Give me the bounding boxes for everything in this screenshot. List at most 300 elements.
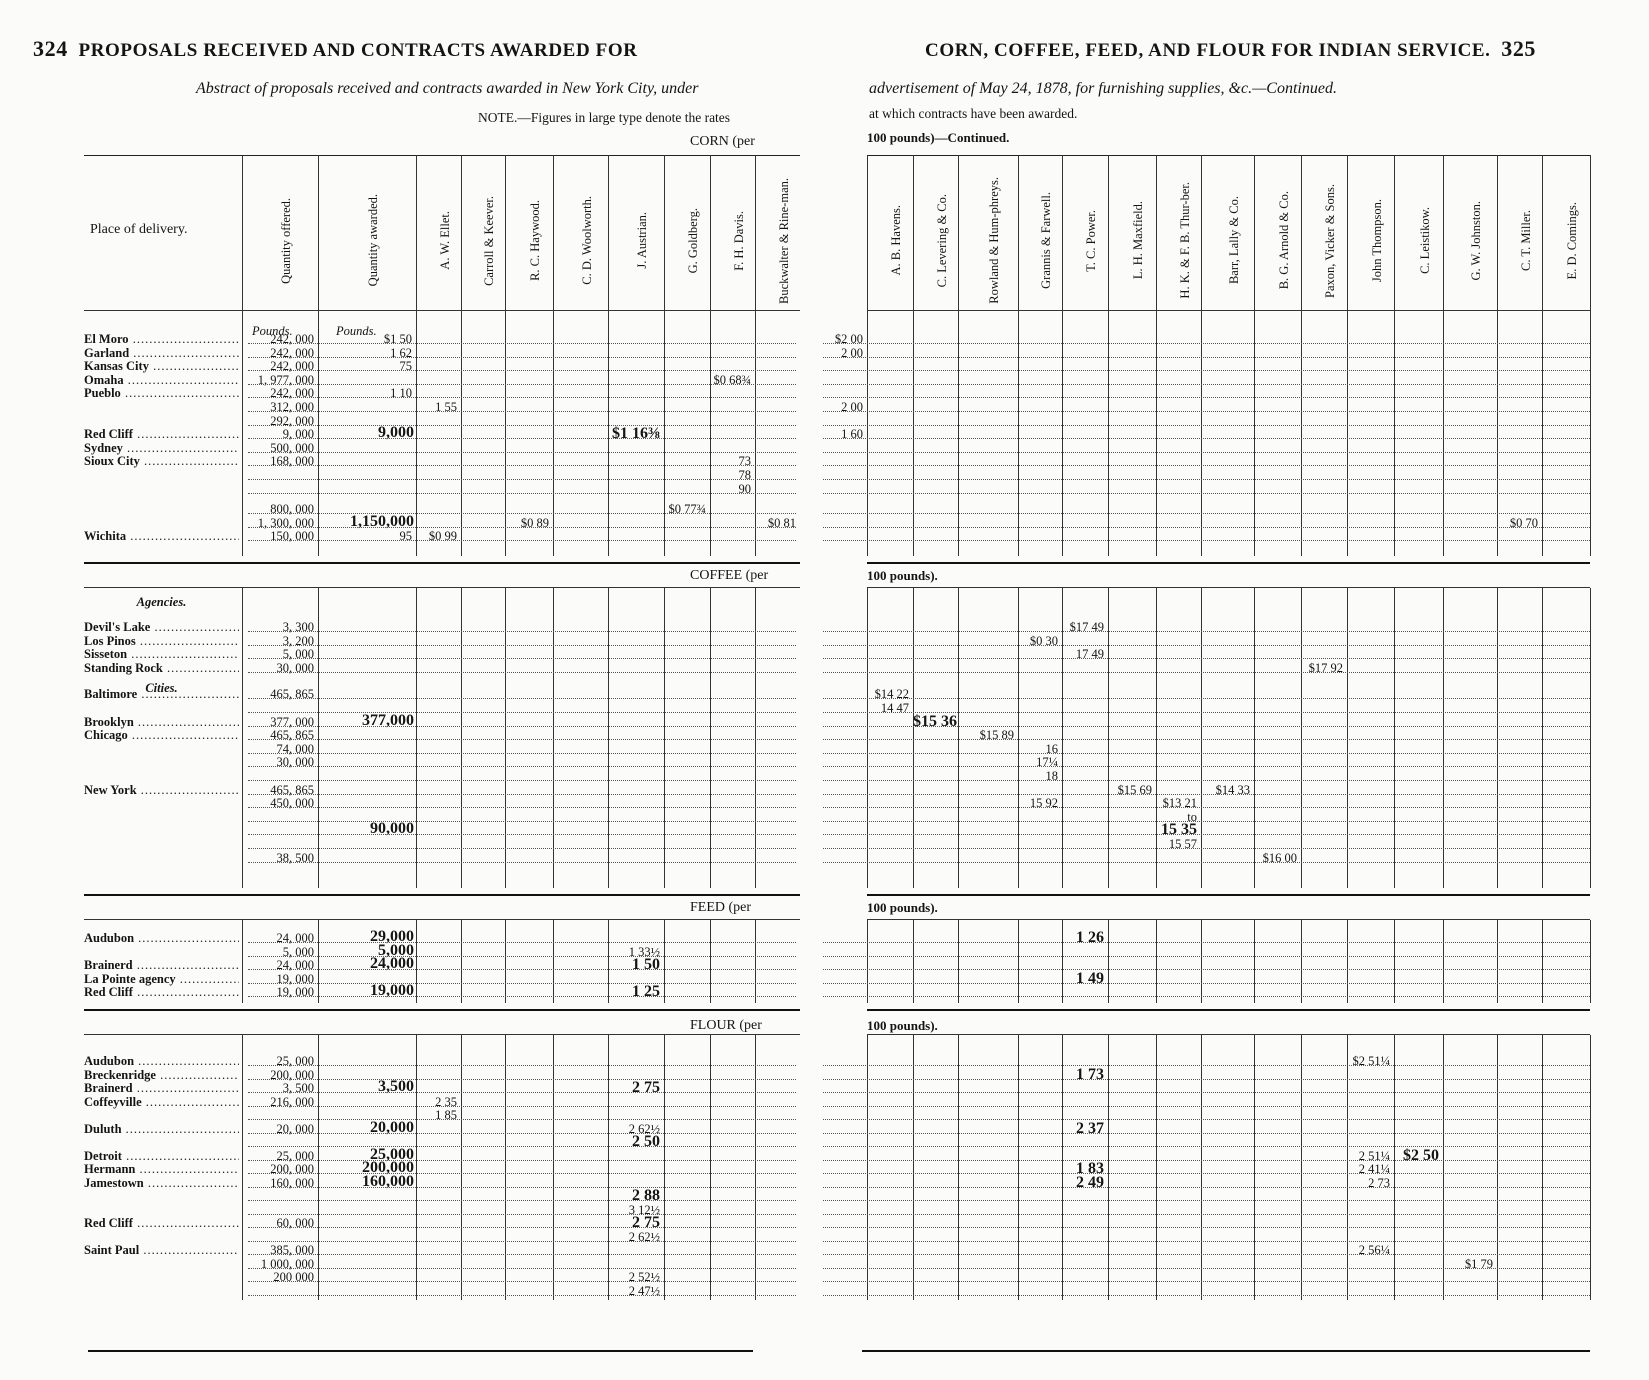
bid-cell: 2 75 xyxy=(632,1214,660,1231)
quantity-awarded: 160,000 xyxy=(362,1172,414,1190)
right-row-leader xyxy=(823,1173,1590,1174)
right-column-rule xyxy=(958,155,959,556)
left-column-header-text: R. C. Haywood. xyxy=(528,200,542,281)
bid-cell: $0 89 xyxy=(520,515,549,530)
place-name: Jamestown ..... xyxy=(84,1176,239,1190)
right-column-header-text: C. Levering & Co. xyxy=(934,193,949,288)
right-column-header-text: Barr, Lally & Co. xyxy=(1226,196,1241,285)
right-row-leader xyxy=(823,1079,1590,1080)
bid-cell: 2 37 xyxy=(1076,1119,1104,1137)
quantity-offered: 160, 000 xyxy=(270,1175,314,1190)
right-column-rule xyxy=(913,920,914,1003)
bid-cell: 1 25 xyxy=(632,983,660,1001)
bid-cell: 15 35 xyxy=(1161,821,1197,839)
right-column-rule xyxy=(958,1035,959,1300)
left-row-leader xyxy=(248,1281,796,1282)
left-column-rule xyxy=(664,588,665,888)
left-row-leader xyxy=(248,807,796,808)
right-column-header xyxy=(976,178,1000,303)
left-row-leader xyxy=(248,1268,796,1269)
left-running-head-text: PROPOSALS RECEIVED AND CONTRACTS AWARDED FOR xyxy=(78,40,638,61)
bid-cell: $1 50 xyxy=(383,332,412,346)
right-column-rule xyxy=(1018,1035,1019,1300)
place-name: New York ..... xyxy=(84,783,239,797)
right-row-leader xyxy=(823,942,1590,943)
place-name: Sioux City ..... xyxy=(84,454,239,468)
left-row-leader xyxy=(248,766,796,767)
quantity-offered: 292, 000 xyxy=(270,413,314,428)
bid-cell: 16 xyxy=(1045,741,1058,756)
right-column-rule xyxy=(1301,920,1302,1003)
quantity-offered: 9, 000 xyxy=(282,427,314,442)
right-column-rule xyxy=(1394,920,1395,1003)
quantity-offered: 242, 000 xyxy=(270,359,314,374)
left-column-header-text: A. W. Ellet. xyxy=(437,211,452,270)
left-column-header xyxy=(355,178,379,303)
left-column-header xyxy=(517,178,541,303)
quantity-offered: 168, 000 xyxy=(270,454,314,469)
right-column-header xyxy=(1028,178,1052,303)
quantity-offered: 377, 000 xyxy=(270,714,314,729)
right-column-rule xyxy=(1590,1035,1591,1300)
quantity-offered: 25, 000 xyxy=(276,1054,314,1068)
cities-label: Cities. xyxy=(145,681,178,695)
right-section-rule xyxy=(867,1009,1590,1011)
quantity-awarded: 9,000 xyxy=(378,424,414,442)
right-header-top-rule xyxy=(867,155,1590,156)
quantity-offered: 200 000 xyxy=(273,1270,314,1284)
bid-cell: 2 56¼ xyxy=(1358,1243,1390,1257)
right-row-leader xyxy=(823,983,1590,984)
right-subtitle: advertisement of May 24, 1878, for furnishing supplies, &c.—Continued. xyxy=(869,80,1337,97)
right-row-leader xyxy=(823,452,1590,453)
place-name: Red Cliff ..... xyxy=(84,985,239,999)
quantity-offered: 24, 000 xyxy=(276,958,314,973)
bid-cell: $2 51¼ xyxy=(1352,1054,1390,1068)
right-column-rule xyxy=(1443,588,1444,888)
right-row-leader xyxy=(823,370,1590,371)
left-unit-label: FLOUR (per xyxy=(690,1018,762,1033)
right-header-bottom-rule xyxy=(867,310,1590,311)
left-row-leader xyxy=(248,834,796,835)
left-section-rule xyxy=(84,1009,800,1011)
bid-cell: 18 xyxy=(1045,769,1058,783)
right-column-rule xyxy=(1301,588,1302,888)
right-unit-label: 100 pounds). xyxy=(867,568,938,583)
left-header-top-rule xyxy=(84,155,800,156)
left-column-header xyxy=(624,178,648,303)
left-row-leader xyxy=(248,1214,796,1215)
bid-cell: $2 50 xyxy=(1403,1146,1439,1164)
right-note: at which contracts have been awarded. xyxy=(869,106,1078,121)
right-row-leader xyxy=(823,493,1590,494)
left-column-rule xyxy=(461,1035,462,1300)
left-column-rule xyxy=(505,1035,506,1300)
bid-cell: 17 49 xyxy=(1075,647,1104,662)
left-column-rule xyxy=(755,920,756,1003)
quantity-awarded: 377,000 xyxy=(362,711,414,729)
quantity-offered: 1, 300, 000 xyxy=(257,515,314,530)
bid-cell: 90 xyxy=(738,481,751,496)
quantity-offered: 385, 000 xyxy=(270,1243,314,1257)
left-column-header-text: C. D. Woolworth. xyxy=(579,196,594,285)
right-column-header-text: Rowland & Hum-phreys. xyxy=(987,177,1001,304)
left-column-rule xyxy=(553,1035,554,1300)
bid-cell: 2 52½ xyxy=(628,1270,660,1284)
left-row-leader xyxy=(248,1254,796,1255)
bid-cell: 15 57 xyxy=(1168,837,1197,851)
right-row-leader xyxy=(823,1187,1590,1188)
right-column-header xyxy=(1266,178,1290,303)
place-name: Audubon ..... xyxy=(84,1054,239,1068)
left-row-leader xyxy=(248,1200,796,1201)
right-column-rule xyxy=(1018,155,1019,556)
quantity-awarded: 29,000 xyxy=(370,928,414,945)
left-column-header-text: J. Austrian. xyxy=(635,212,649,269)
right-bottom-rule xyxy=(862,1350,1590,1352)
left-row-leader xyxy=(248,1065,796,1066)
right-row-leader xyxy=(823,1227,1590,1228)
right-column-rule xyxy=(958,920,959,1003)
bid-cell: 2 88 xyxy=(632,1187,660,1204)
right-column-rule xyxy=(1254,920,1255,1003)
left-column-header-text: Carroll & Keever. xyxy=(482,195,496,286)
left-column-rule xyxy=(664,155,665,556)
place-name: Kansas City ..... xyxy=(84,359,239,373)
left-column-header xyxy=(675,178,699,303)
right-column-rule xyxy=(1347,588,1348,888)
right-column-rule xyxy=(1108,920,1109,1003)
right-row-leader xyxy=(823,996,1590,997)
bid-cell: 2 75 xyxy=(632,1079,660,1096)
right-column-rule xyxy=(1497,920,1498,1003)
left-section-rule xyxy=(84,894,800,896)
right-row-leader xyxy=(823,753,1590,754)
left-column-rule xyxy=(505,155,506,556)
right-column-header xyxy=(1458,178,1482,303)
quantity-awarded: 1,150,000 xyxy=(350,512,414,530)
left-column-rule xyxy=(710,155,711,556)
bid-cell: 2 35 xyxy=(435,1094,457,1109)
bid-cell: $0 99 xyxy=(428,529,457,544)
quantity-offered: 19, 000 xyxy=(276,985,314,1000)
left-column-header-text: Buckwalter & Rine-man. xyxy=(776,177,791,304)
left-header-bottom-rule xyxy=(84,310,800,311)
quantity-offered: 38, 500 xyxy=(276,850,314,865)
place-name: Breckenridge ..... xyxy=(84,1068,239,1082)
left-row-leader xyxy=(248,780,796,781)
right-column-header-text: L. H. Maxfield. xyxy=(1131,201,1145,280)
place-name: Coffeyville ..... xyxy=(84,1095,239,1109)
quantity-awarded: 24,000 xyxy=(370,955,414,973)
bid-cell: $2 00 xyxy=(834,332,863,346)
right-column-header-text: G. W. Johnston. xyxy=(1469,200,1483,281)
left-row-leader xyxy=(248,969,796,970)
left-column-rule xyxy=(755,588,756,888)
bid-cell: $17 49 xyxy=(1069,620,1104,634)
right-column-header xyxy=(1167,178,1191,303)
right-column-header xyxy=(1407,178,1431,303)
left-row-leader xyxy=(248,1133,796,1134)
quantity-offered: 3, 200 xyxy=(282,633,314,648)
bid-cell: 2 51¼ xyxy=(1358,1148,1390,1163)
right-column-header-text: E. D. Comings. xyxy=(1565,201,1579,280)
left-column-header xyxy=(766,178,790,303)
right-row-leader xyxy=(823,411,1590,412)
left-row-leader xyxy=(248,1295,796,1296)
quantity-offered: 242, 000 xyxy=(270,386,314,401)
right-column-rule xyxy=(1254,588,1255,888)
left-page-number: 324 xyxy=(33,36,68,61)
right-row-leader xyxy=(823,1092,1590,1093)
right-column-header xyxy=(1120,178,1144,303)
place-name: Brainerd ..... xyxy=(84,958,239,972)
right-column-rule xyxy=(1108,588,1109,888)
quantity-offered: 200, 000 xyxy=(270,1162,314,1176)
right-column-rule xyxy=(867,920,868,1003)
quantity-offered: 3, 300 xyxy=(282,620,314,634)
right-column-header xyxy=(1508,178,1532,303)
left-section-rule xyxy=(84,562,800,564)
quantity-offered: 500, 000 xyxy=(270,440,314,455)
right-row-leader xyxy=(823,780,1590,781)
right-row-leader xyxy=(823,1106,1590,1107)
right-column-header-text: C. Leistikow. xyxy=(1417,207,1432,274)
right-column-header-text: T. C. Power. xyxy=(1084,209,1098,272)
right-row-leader xyxy=(823,1146,1590,1147)
right-column-rule xyxy=(1156,1035,1157,1300)
bid-cell: 1 83 xyxy=(1076,1160,1104,1177)
bid-cell: 2 62½ xyxy=(628,1121,660,1136)
place-name: Hermann ..... xyxy=(84,1162,239,1176)
right-column-rule xyxy=(1301,155,1302,556)
left-row-leader xyxy=(248,1187,796,1188)
quantity-offered: 5, 000 xyxy=(282,944,314,959)
quantity-offered: 465, 865 xyxy=(270,782,314,797)
bid-cell: 1 55 xyxy=(435,400,457,414)
left-unit-label: FEED (per xyxy=(690,900,752,915)
quantity-offered: 30, 000 xyxy=(276,660,314,675)
left-row-leader xyxy=(248,739,796,740)
right-column-rule xyxy=(1156,155,1157,556)
left-row-leader xyxy=(248,753,796,754)
left-row-leader xyxy=(248,848,796,849)
bid-cell: 1 62 xyxy=(390,345,412,360)
quantity-offered: 1 000, 000 xyxy=(260,1256,314,1271)
right-column-rule xyxy=(913,1035,914,1300)
left-column-rule xyxy=(755,155,756,556)
right-row-leader xyxy=(823,807,1590,808)
right-column-rule xyxy=(867,588,868,888)
right-column-rule xyxy=(1201,588,1202,888)
right-row-leader xyxy=(823,540,1590,541)
left-row-leader xyxy=(248,726,796,727)
bid-cell: $0 68¾ xyxy=(713,372,751,387)
bid-cell: $1 16⅜ xyxy=(612,425,660,443)
right-column-rule xyxy=(1394,588,1395,888)
right-column-rule xyxy=(1347,155,1348,556)
right-column-header-text: B. G. Arnold & Co. xyxy=(1276,191,1291,290)
right-column-rule xyxy=(1201,155,1202,556)
left-unit-label: COFFEE (per xyxy=(690,568,769,583)
right-page-number: 325 xyxy=(1501,36,1537,61)
left-row-leader xyxy=(248,672,796,673)
left-note: NOTE.—Figures in large type denote the rates xyxy=(478,110,731,125)
right-column-header xyxy=(878,178,902,303)
bid-cell: 1 33½ xyxy=(628,944,660,959)
right-column-rule xyxy=(1542,155,1543,556)
bid-cell: $0 81 xyxy=(767,515,796,530)
agencies-label: Agencies. xyxy=(136,595,187,609)
quantity-awarded: 3,500 xyxy=(378,1078,414,1095)
right-row-leader xyxy=(823,1241,1590,1242)
place-name: Chicago ..... xyxy=(84,728,239,742)
left-column-header-text: F. H. Davis. xyxy=(731,210,746,271)
right-column-rule xyxy=(1301,1035,1302,1300)
right-column-rule xyxy=(1542,588,1543,888)
left-column-rule xyxy=(553,155,554,556)
left-column-rule xyxy=(553,588,554,888)
quantity-offered: 312, 000 xyxy=(270,400,314,414)
left-column-header xyxy=(268,178,292,303)
right-row-leader xyxy=(823,438,1590,439)
left-bottom-rule xyxy=(88,1350,753,1352)
right-column-header xyxy=(1359,178,1383,303)
left-row-leader xyxy=(248,631,796,632)
right-row-leader xyxy=(823,1065,1590,1066)
place-name: Sisseton ..... xyxy=(84,647,239,661)
left-row-leader xyxy=(248,411,796,412)
right-column-rule xyxy=(1590,155,1591,556)
right-row-leader xyxy=(823,343,1590,344)
bid-cell: to xyxy=(1187,809,1197,824)
quantity-offered: 5, 000 xyxy=(282,647,314,662)
left-column-rule xyxy=(710,588,711,888)
right-unit-label: 100 pounds). xyxy=(867,900,938,915)
place-name: Sydney ..... xyxy=(84,441,239,455)
right-section-top-rule xyxy=(867,919,1590,920)
right-row-leader xyxy=(823,1295,1590,1296)
left-column-rule xyxy=(416,920,417,1003)
left-section-top-rule xyxy=(84,1034,800,1035)
right-column-rule xyxy=(1347,920,1348,1003)
bid-cell: 1 60 xyxy=(841,427,863,442)
right-column-rule xyxy=(867,155,868,556)
left-row-leader xyxy=(248,1106,796,1107)
right-column-rule xyxy=(1254,155,1255,556)
right-row-leader xyxy=(823,1281,1590,1282)
right-row-leader xyxy=(823,465,1590,466)
right-column-rule xyxy=(1018,920,1019,1003)
right-row-leader xyxy=(823,1214,1590,1215)
right-row-leader xyxy=(823,645,1590,646)
right-row-leader xyxy=(823,1119,1590,1120)
quantity-awarded: 19,000 xyxy=(370,982,414,1000)
right-column-header xyxy=(1312,178,1336,303)
left-column-rule xyxy=(608,155,609,556)
place-name: Detroit ..... xyxy=(84,1149,239,1163)
right-column-rule xyxy=(1108,1035,1109,1300)
quantity-offered: 30, 000 xyxy=(276,755,314,770)
bid-cell: 14 47 xyxy=(880,701,909,715)
place-name: La Pointe agency ..... xyxy=(84,972,239,986)
place-name: Brooklyn ..... xyxy=(84,715,239,729)
left-column-rule xyxy=(461,920,462,1003)
right-unit-label: 100 pounds). xyxy=(867,1018,938,1033)
quantity-offered: 24, 000 xyxy=(276,931,314,945)
right-row-leader xyxy=(823,1200,1590,1201)
bid-cell: $17 92 xyxy=(1308,660,1343,675)
right-column-rule xyxy=(1542,1035,1543,1300)
bid-cell: 2 73 xyxy=(1368,1175,1390,1190)
bid-cell: 1 50 xyxy=(632,956,660,974)
bid-cell: 2 47½ xyxy=(628,1283,660,1298)
quantity-offered: 74, 000 xyxy=(276,741,314,756)
bid-cell: $0 70 xyxy=(1509,515,1538,530)
right-column-header xyxy=(1554,178,1578,303)
quantity-offered: 20, 000 xyxy=(276,1121,314,1136)
right-row-leader xyxy=(823,956,1590,957)
left-section-top-rule xyxy=(84,587,800,588)
right-column-header-text: John Thompson. xyxy=(1369,198,1384,283)
quantity-offered: 465, 865 xyxy=(270,687,314,702)
right-row-leader xyxy=(823,834,1590,835)
right-column-rule xyxy=(913,588,914,888)
right-column-rule xyxy=(1108,155,1109,556)
bid-cell: 73 xyxy=(738,454,751,469)
left-row-leader xyxy=(248,698,796,699)
quantity-offered: 25, 000 xyxy=(276,1148,314,1163)
left-row-leader xyxy=(248,658,796,659)
right-section-rule xyxy=(867,894,1590,896)
right-column-header-text: H. K. & F. B. Thur-ber. xyxy=(1177,182,1192,299)
bid-cell: $16 00 xyxy=(1262,850,1297,865)
bid-cell: 2 41¼ xyxy=(1358,1162,1390,1176)
right-row-leader xyxy=(823,425,1590,426)
bid-cell: 1 85 xyxy=(435,1108,457,1122)
bid-cell: $14 22 xyxy=(874,687,909,702)
right-column-rule xyxy=(1201,1035,1202,1300)
bid-cell: 75 xyxy=(399,359,412,374)
left-column-rule xyxy=(553,920,554,1003)
left-row-leader xyxy=(248,862,796,863)
right-row-leader xyxy=(823,384,1590,385)
right-column-rule xyxy=(1254,1035,1255,1300)
right-row-leader xyxy=(823,357,1590,358)
right-row-leader xyxy=(823,862,1590,863)
bid-cell: 2 50 xyxy=(632,1133,660,1150)
place-name: Standing Rock ..... xyxy=(84,661,239,675)
left-column-header xyxy=(427,178,451,303)
left-row-leader xyxy=(248,794,796,795)
left-column-rule xyxy=(416,588,417,888)
left-column-rule xyxy=(505,588,506,888)
bid-cell: 1 73 xyxy=(1076,1065,1104,1083)
right-row-leader xyxy=(823,848,1590,849)
place-name: Omaha ..... xyxy=(84,373,239,387)
right-row-leader xyxy=(823,969,1590,970)
pounds-label-awarded: Pounds. xyxy=(336,324,377,338)
right-section-top-rule xyxy=(867,587,1590,588)
left-column-rule xyxy=(461,155,462,556)
right-column-header xyxy=(1073,178,1097,303)
pounds-label-offered: Pounds. xyxy=(252,324,293,338)
right-row-leader xyxy=(823,658,1590,659)
right-row-leader xyxy=(823,1254,1590,1255)
bid-cell: 78 xyxy=(738,468,751,482)
left-column-header xyxy=(471,178,495,303)
place-name: Saint Paul ..... xyxy=(84,1243,239,1257)
